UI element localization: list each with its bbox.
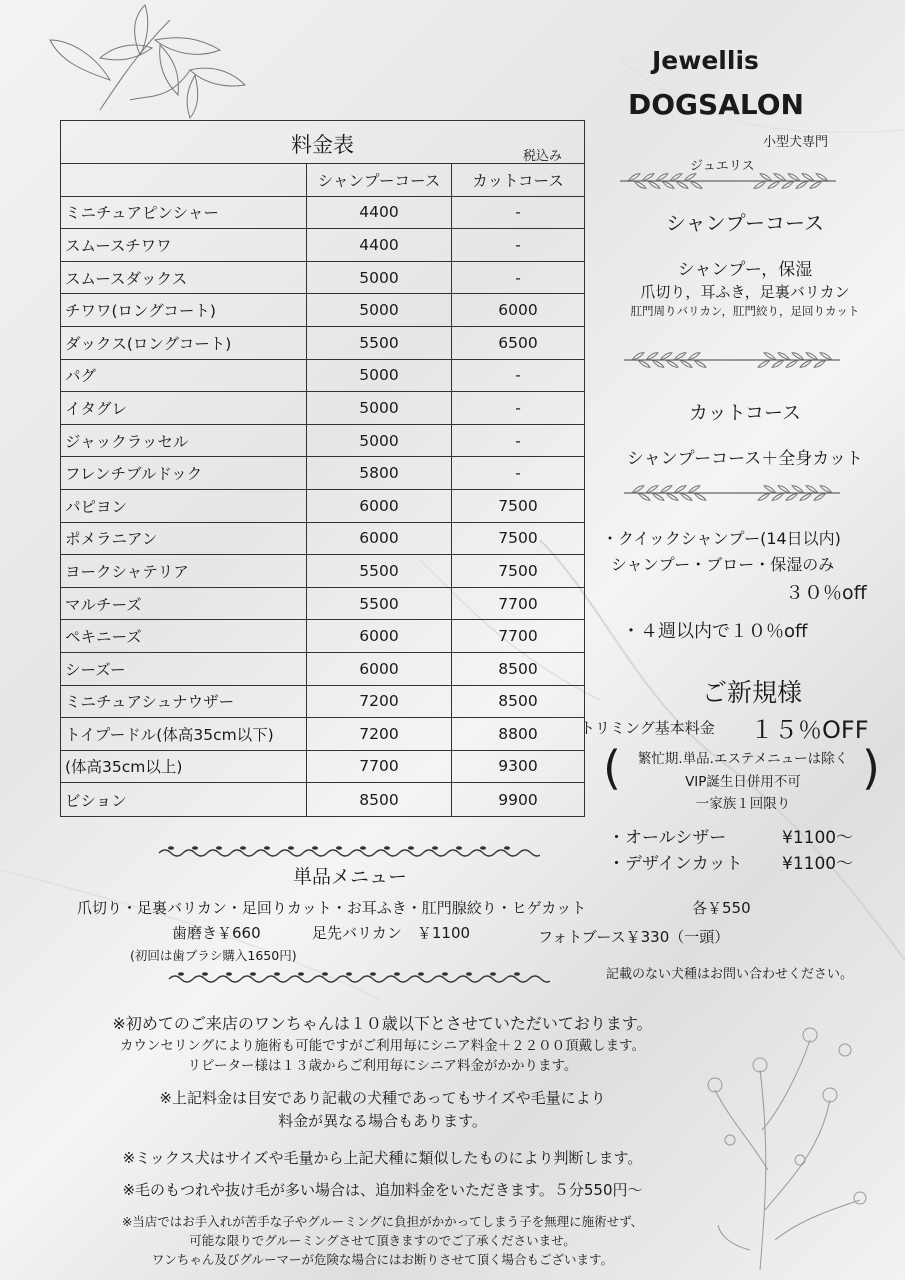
breed-cell: ビション bbox=[61, 783, 307, 816]
new-customer-note1: 繁忙期.単品.エステメニューは除く bbox=[637, 751, 849, 767]
single-menu-teeth: 歯磨き￥660 bbox=[172, 924, 261, 942]
column-cut: カットコース bbox=[472, 171, 564, 190]
shampoo-price-cell: 5800 bbox=[307, 457, 452, 489]
note-10: ワンちゃん及びグルーマーが危険な場合にはお断りさせて頂く場合もございます。 bbox=[151, 1252, 614, 1267]
quick-shampoo-desc: シャンプー・ブロー・保湿のみ bbox=[611, 555, 835, 574]
cut-course-title: カットコース bbox=[688, 402, 802, 424]
shampoo-price-cell: 7200 bbox=[307, 686, 452, 718]
note-4: ※上記料金は目安であり記載の犬種であってもサイズや毛量により bbox=[159, 1089, 606, 1107]
new-customer-discount: １５％OFF bbox=[750, 716, 869, 744]
breed-cell: ポメラニアン bbox=[61, 523, 307, 555]
single-menu-items: 爪切り・足裏バリカン・足回りカット・お耳ふき・肛門腺絞り・ヒゲカット bbox=[77, 899, 587, 917]
price-table-title: 料金表 bbox=[291, 133, 354, 157]
shampoo-price-cell: 5000 bbox=[307, 294, 452, 326]
cut-price-cell: - bbox=[515, 431, 521, 450]
breed-cell: ミニチュアピンシャー bbox=[61, 197, 307, 229]
table-row bbox=[61, 718, 584, 751]
breed-cell: チワワ(ロングコート) bbox=[61, 294, 307, 326]
cut-price-cell: 6500 bbox=[498, 333, 538, 352]
shampoo-course-line2: 爪切り，耳ふき，足裏バリカン bbox=[640, 283, 850, 301]
shampoo-price-cell: 4400 bbox=[307, 229, 452, 261]
note-7: ※毛のもつれや抜け毛が多い場合は、追加料金をいただきます。５分550円〜 bbox=[122, 1181, 643, 1199]
table-row bbox=[61, 588, 584, 621]
breed-cell: イタグレ bbox=[61, 392, 307, 424]
cut-price-cell: 8500 bbox=[498, 659, 538, 678]
paren-close: ) bbox=[862, 741, 880, 795]
shampoo-price-cell: 5000 bbox=[307, 392, 452, 424]
cut-price-cell: - bbox=[515, 235, 521, 254]
shampoo-price-cell: 7700 bbox=[307, 751, 452, 783]
cut-price-cell: - bbox=[515, 203, 521, 222]
tax-note: 税込み bbox=[522, 149, 562, 164]
cut-price-cell: 7700 bbox=[498, 627, 538, 646]
laurel-divider-icon bbox=[622, 345, 842, 375]
table-row bbox=[61, 523, 584, 556]
quick-shampoo-title: ・クイックシャンプー(14日以内) bbox=[602, 529, 841, 548]
laurel-divider-icon bbox=[618, 166, 838, 196]
cut-price-cell: - bbox=[515, 366, 521, 385]
table-row bbox=[61, 555, 584, 588]
quick-shampoo-discount: ３０％off bbox=[785, 582, 867, 604]
note-6: ※ミックス犬はサイズや毛量から上記犬種に類似したものにより判断します。 bbox=[122, 1149, 643, 1167]
note-9: 可能な限りでグルーミングさせて頂きますのでご了承くださいませ。 bbox=[189, 1233, 576, 1248]
table-row bbox=[61, 490, 584, 523]
shampoo-price-cell: 6000 bbox=[307, 490, 452, 522]
single-menu-title: 単品メニュー bbox=[292, 866, 407, 888]
shampoo-price-cell: 8500 bbox=[307, 783, 452, 816]
table-row bbox=[61, 197, 584, 230]
table-row bbox=[61, 751, 584, 784]
cut-price-cell: 6000 bbox=[498, 301, 538, 320]
single-menu-photo: フォトブース￥330（一頭） bbox=[538, 928, 730, 946]
cut-price-cell: 8500 bbox=[498, 692, 538, 711]
shampoo-price-cell: 7200 bbox=[307, 718, 452, 750]
shampoo-price-cell: 5500 bbox=[307, 588, 452, 620]
note-5: 料金が異なる場合もあります。 bbox=[278, 1112, 487, 1130]
breed-cell: パグ bbox=[61, 360, 307, 392]
laurel-divider-icon bbox=[622, 478, 842, 508]
table-row bbox=[61, 392, 584, 425]
note-3: リピーター様は１３歳からご利用毎にシニア料金がかかります。 bbox=[187, 1058, 578, 1074]
design-cut-label: ・デザインカット bbox=[608, 854, 743, 874]
cut-price-cell: 7500 bbox=[498, 561, 538, 580]
table-row bbox=[61, 425, 584, 458]
shampoo-price-cell: 5000 bbox=[307, 425, 452, 457]
cut-price-cell: 7500 bbox=[498, 496, 538, 515]
table-row bbox=[61, 327, 584, 360]
inquiry-note: 記載のない犬種はお問い合わせください。 bbox=[606, 967, 854, 982]
four-weeks-discount: ・４週以内で１０％off bbox=[622, 621, 808, 642]
single-menu-paw: 足先バリカン ￥1100 bbox=[312, 924, 471, 942]
cut-price-cell: 8800 bbox=[498, 724, 538, 743]
price-table bbox=[60, 120, 585, 817]
cut-price-cell: 9300 bbox=[498, 757, 538, 776]
note-1: ※初めてのご来店のワンちゃんは１０歳以下とさせていただいております。 bbox=[112, 1014, 653, 1033]
note-2: カウンセリングにより施術も可能ですがご利用毎にシニア料金＋２２００頂戴します。 bbox=[119, 1038, 646, 1054]
breed-cell: ジャックラッセル bbox=[61, 425, 307, 457]
column-shampoo: シャンプーコース bbox=[307, 164, 452, 196]
brand-kana: ジュエリス bbox=[690, 159, 755, 174]
shampoo-course-title: シャンプーコース bbox=[666, 211, 824, 235]
shampoo-price-cell: 5000 bbox=[307, 360, 452, 392]
vine-divider-icon bbox=[155, 842, 540, 864]
table-row bbox=[61, 653, 584, 686]
table-row bbox=[61, 783, 584, 816]
breed-cell: スムースダックス bbox=[61, 262, 307, 294]
new-customer-title: ご新規様 bbox=[702, 678, 803, 707]
shampoo-price-cell: 6000 bbox=[307, 523, 452, 555]
breed-cell: フレンチブルドック bbox=[61, 457, 307, 489]
shampoo-price-cell: 4400 bbox=[307, 197, 452, 229]
single-menu-items-price: 各￥550 bbox=[692, 899, 751, 917]
shampoo-price-cell: 5000 bbox=[307, 262, 452, 294]
all-scissor-price: ¥1100〜 bbox=[782, 828, 854, 848]
breed-cell: ミニチュアシュナウザー bbox=[61, 686, 307, 718]
cut-price-cell: - bbox=[515, 464, 521, 483]
table-row bbox=[61, 294, 584, 327]
breed-cell: ペキニーズ bbox=[61, 620, 307, 652]
note-8: ※当店ではお手入れが苦手な子やグルーミングに負担がかかってしまう子を無理に施術せず、 bbox=[121, 1214, 644, 1229]
breed-cell: トイプードル(体高35cm以下) bbox=[61, 718, 307, 750]
breed-cell: ヨークシャテリア bbox=[61, 555, 307, 587]
cut-price-cell: 7500 bbox=[498, 529, 538, 548]
cut-price-cell: 7700 bbox=[498, 594, 538, 613]
cut-price-cell: - bbox=[515, 268, 521, 287]
wildflower-icon bbox=[690, 1010, 890, 1270]
all-scissor-label: ・オールシザー bbox=[608, 828, 727, 848]
table-row bbox=[61, 620, 584, 653]
shampoo-price-cell: 5500 bbox=[307, 555, 452, 587]
breed-cell: (体高35cm以上) bbox=[61, 751, 307, 783]
vine-divider-icon bbox=[165, 968, 550, 990]
table-row bbox=[61, 262, 584, 295]
shampoo-course-line3: 肛門周りバリカン，肛門絞り，足回りカット bbox=[630, 304, 860, 318]
brand-name-line1: Jewellis bbox=[652, 46, 759, 75]
shampoo-price-cell: 6000 bbox=[307, 620, 452, 652]
new-customer-note3: 一家族１回限り bbox=[695, 796, 791, 812]
new-customer-note2: VIP誕生日併用不可 bbox=[685, 774, 801, 790]
design-cut-price: ¥1100〜 bbox=[782, 854, 854, 874]
table-row bbox=[61, 686, 584, 719]
shampoo-course-line1: シャンプー，保湿 bbox=[677, 260, 813, 280]
column-breed bbox=[61, 164, 307, 196]
price-table-column-header bbox=[61, 164, 584, 197]
table-row bbox=[61, 457, 584, 490]
breed-cell: シーズー bbox=[61, 653, 307, 685]
brand-name-line2: DOGSALON bbox=[628, 88, 804, 121]
shampoo-price-cell: 6000 bbox=[307, 653, 452, 685]
single-menu-teeth-note: (初回は歯ブラシ購入1650円) bbox=[130, 948, 297, 963]
price-table-body bbox=[61, 197, 584, 816]
shampoo-price-cell: 5500 bbox=[307, 327, 452, 359]
cut-course-line1: シャンプーコース＋全身カット bbox=[626, 449, 864, 469]
price-table-header bbox=[61, 121, 584, 164]
table-row bbox=[61, 360, 584, 393]
lily-flower-icon bbox=[40, 0, 260, 120]
breed-cell: パピヨン bbox=[61, 490, 307, 522]
table-row bbox=[61, 229, 584, 262]
cut-price-cell: - bbox=[515, 398, 521, 417]
breed-cell: ダックス(ロングコート) bbox=[61, 327, 307, 359]
brand-tagline: 小型犬専門 bbox=[763, 135, 829, 150]
cut-price-cell: 9900 bbox=[498, 790, 538, 809]
breed-cell: スムースチワワ bbox=[61, 229, 307, 261]
breed-cell: マルチーズ bbox=[61, 588, 307, 620]
paren-open: ( bbox=[603, 741, 621, 795]
new-customer-label: トリミング基本料金 bbox=[580, 719, 715, 737]
